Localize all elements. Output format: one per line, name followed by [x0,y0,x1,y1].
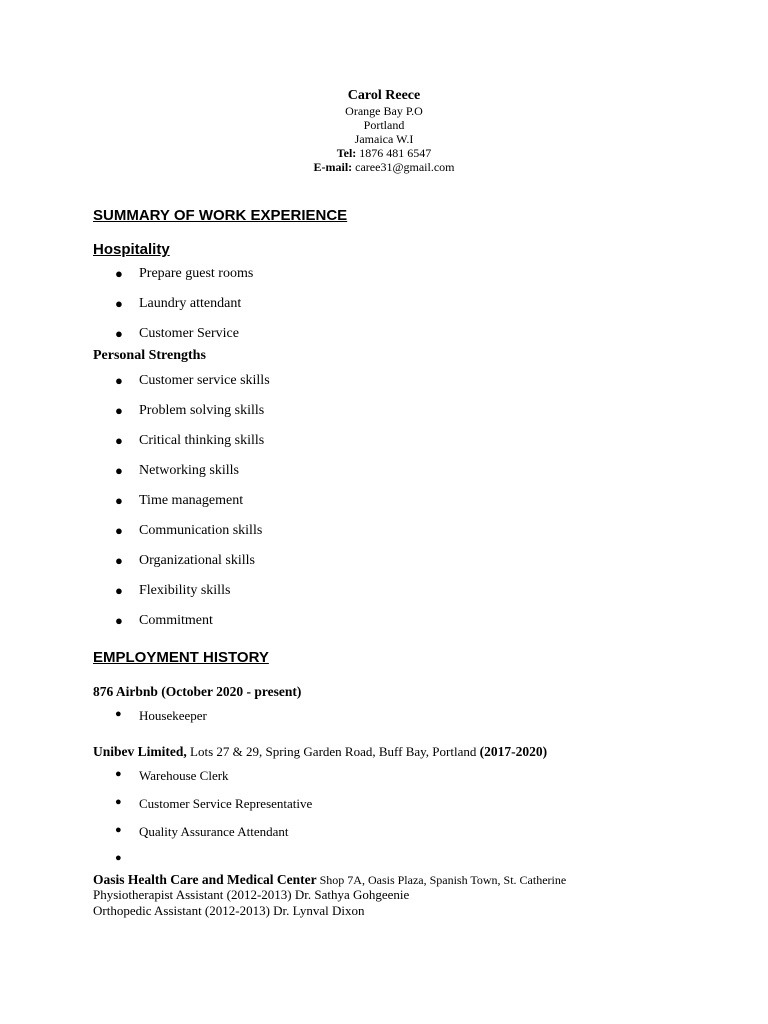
contact-header [0,88,768,174]
bullet: ● [115,613,123,628]
list-item [0,824,700,852]
list-item-text: Customer service skills [139,373,270,388]
bullet: ● [115,493,123,508]
list-item [0,266,700,296]
email-value: caree31@gmail.com [355,160,455,174]
bullet: ● [115,768,122,780]
list-item [0,523,700,553]
telephone-label: Tel: [336,146,357,160]
job-2-dates: (2017-2020) [479,744,548,759]
list-item [0,433,700,463]
bullet: ● [115,373,123,388]
list-item-text: Laundry attendant [139,296,242,311]
strengths-heading: Personal Strengths [93,348,206,363]
employment-heading: EMPLOYMENT HISTORY [93,649,269,666]
job-1-title: 876 Airbnb (October 2020 - present) [93,684,302,699]
list-item-text: Customer Service Representative [139,796,313,811]
bullet: ● [115,296,123,311]
job-3-role-1: Physiotherapist Assistant (2012-2013) Dr. Sathya Gohgeenie [93,887,410,902]
address-line-3: Jamaica W.I [354,132,414,146]
bullet: ● [115,463,123,478]
list-item [0,708,700,728]
list-item [0,493,700,523]
job-2-company: Unibev Limited, [93,744,187,759]
job-1-duties [0,708,700,728]
bullet: ● [115,403,123,418]
job-2-duties [0,768,700,872]
list-item-text: Commitment [139,613,213,628]
list-item [0,296,700,326]
hospitality-list [0,266,700,348]
telephone-line [0,146,768,160]
bullet: ● [115,433,123,448]
job-3-role-2: Orthopedic Assistant (2012-2013) Dr. Lynval Dixon [93,903,365,918]
email-line [0,160,768,174]
hospitality-heading: Hospitality [93,241,170,258]
bullet: ● [115,553,123,568]
list-item-text: Critical thinking skills [139,433,265,448]
list-item [0,768,700,796]
list-item-text: Customer Service [139,326,239,341]
address-line-2: Portland [363,118,405,132]
address-line-1: Orange Bay P.O [345,104,423,118]
summary-heading: SUMMARY OF WORK EXPERIENCE [93,207,348,224]
list-item [0,583,700,613]
bullet: ● [115,326,123,341]
list-item [0,463,700,493]
list-item [0,796,700,824]
list-item-text: Warehouse Clerk [139,768,229,783]
list-item-text: Quality Assurance Attendant [139,824,289,839]
job-2-address: Lots 27 & 29, Spring Garden Road, Buff Bay, Portland [190,744,477,759]
email-label: E-mail: [313,160,353,174]
strengths-list [0,373,700,643]
list-item [0,613,700,643]
list-item [0,403,700,433]
bullet: ● [115,796,122,808]
list-item-text: Time management [139,493,244,508]
bullet: ● [115,824,122,836]
list-item-text: Communication skills [139,523,263,538]
list-item-text: Problem solving skills [139,403,265,418]
bullet: ● [115,708,122,720]
list-item [0,373,700,403]
job-3-address: Shop 7A, Oasis Plaza, Spanish Town, St. Catherine [319,873,567,887]
list-item-text: Networking skills [139,463,239,478]
job-3-company: Oasis Health Care and Medical Center [93,872,317,887]
bullet: ● [115,583,123,598]
bullet: ● [115,852,122,864]
job-3-header [93,872,566,888]
telephone-value: 1876 481 6547 [359,146,432,160]
job-2-header [93,744,547,760]
list-item [0,852,700,872]
list-item-text: Housekeeper [139,708,207,723]
list-item [0,326,700,348]
list-item [0,553,700,583]
list-item-text: Prepare guest rooms [139,266,254,281]
bullet: ● [115,266,123,281]
bullet: ● [115,523,123,538]
applicant-name: Carol Reece [347,88,421,103]
list-item-text: Flexibility skills [139,583,231,598]
list-item-text: Organizational skills [139,553,255,568]
